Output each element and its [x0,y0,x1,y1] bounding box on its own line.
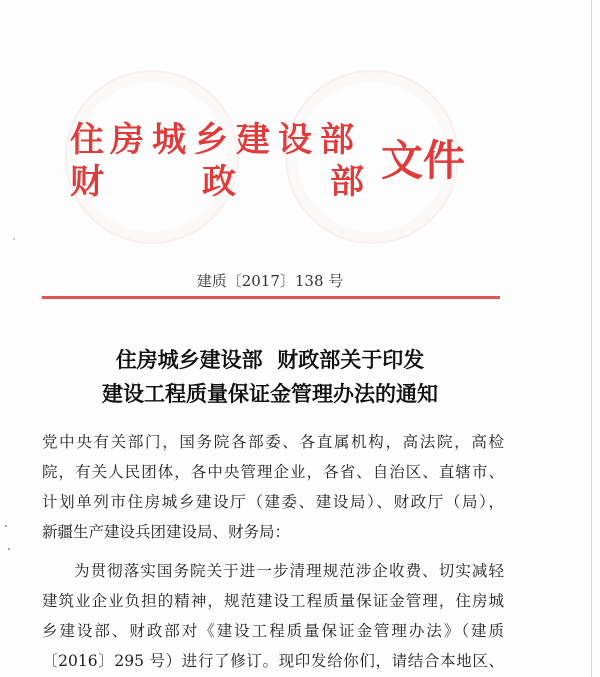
title-line-2: 建设工程质量保证金管理办法的通知 [102,381,438,406]
document-type: 文件 [381,136,466,185]
title-line-1: 住房城乡建设部 财政部关于印发 [115,347,425,372]
issuer-char: 建 [236,120,270,160]
issuer-char: 城 [152,120,186,160]
red-separator-line [42,296,500,299]
issuer-char: 乡 [194,120,228,160]
issuer-char: 房 [110,120,144,160]
issuer-char: 部 [330,162,364,202]
issuer-line-2 [70,162,364,202]
document-title [40,343,500,411]
body-line: 乡建设部、财政部对《建设工程质量保证金管理办法》（建质 [42,622,504,640]
body-line: 计划单列市住房城乡建设厅（建委、建设局）、财政厅（局）， [42,493,504,511]
page-edge-line [591,0,592,677]
issuer-char: 部 [320,120,354,160]
scan-speck [13,238,15,240]
body-line: 院，有关人民团体，各中央管理企业，各省、自治区、直辖市、 [42,463,504,481]
scan-speck [8,548,10,550]
body-line: 新疆生产建设兵团建设局、财务局： [42,523,291,541]
issuer-char: 财 [70,162,104,202]
document-body [42,427,504,676]
body-line: 〔2016〕295 号）进行了修订。现印发给你们，请结合本地区、 [42,652,504,670]
issuer-char: 住 [70,120,104,160]
scan-speck [5,525,7,527]
body-line: 党中央有关部门，国务院各部委、各直属机构，高法院，高检 [42,433,504,451]
body-line: 为贯彻落实国务院关于进一步清理规范涉企收费、切实减轻 [74,562,504,580]
body-line: 建筑业企业负担的精神，规范建设工程质量保证金管理，住房城 [42,592,504,610]
document-header [70,120,490,210]
document-number: 建质〔2017〕138 号 [196,272,344,290]
issuer-line-1 [70,120,354,160]
issuer-char: 政 [202,162,236,202]
issuer-char: 设 [278,120,312,160]
